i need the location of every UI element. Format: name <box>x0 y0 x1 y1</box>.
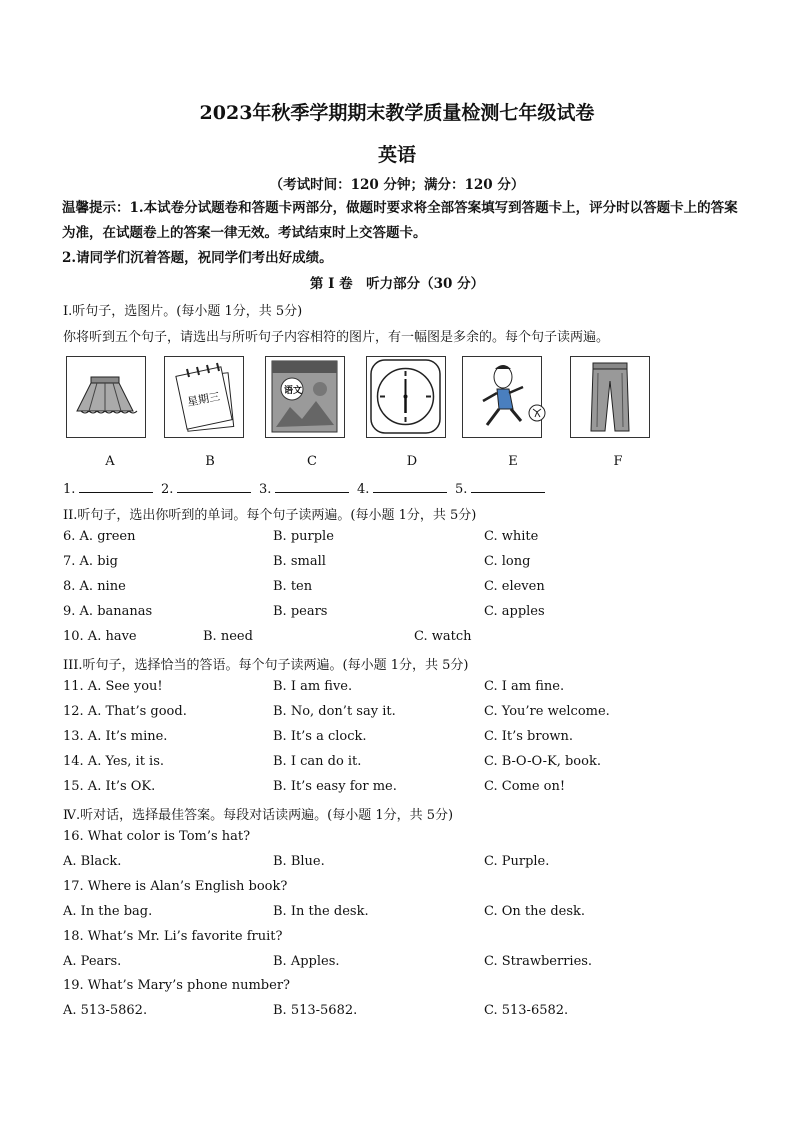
q15-option-c: C. Come on! <box>484 779 566 794</box>
tip-1: 温馨提示：1.本试卷分试题卷和答题卡两部分，做题时要求将全部答案填写到答题卡上，评分时以答题卡上的答案为准，在试题卷上的答案一律无效。考试结束时上交答题卡。 <box>62 200 738 241</box>
clock-icon <box>366 356 446 438</box>
q13-option-a: 13. A. It’s mine. <box>63 729 168 744</box>
q13-option-c: C. It’s brown. <box>484 729 574 744</box>
q16-option-c: C. Purple. <box>484 854 550 869</box>
q14-option-a: 14. A. Yes, it is. <box>63 754 165 769</box>
q16-option-b: B. Blue. <box>273 854 325 869</box>
q16-question: 16. What color is Tom’s hat? <box>63 829 251 844</box>
q12-option-b: B. No, don’t say it. <box>273 704 396 719</box>
q10-option-c: C. watch <box>414 629 472 644</box>
skirt-icon <box>66 356 146 438</box>
part1-heading: I.听句子，选图片。(每小题 1分，共 5分) <box>63 304 303 319</box>
q6-option-c: C. white <box>484 529 539 544</box>
answer-blank-2[interactable]: 2. <box>161 480 251 497</box>
q11-option-c: C. I am fine. <box>484 679 565 694</box>
exam-title: 2023年秋季学期期末教学质量检测七年级试卷 <box>199 102 595 124</box>
picture-label-d: D <box>406 454 418 469</box>
q8-option-c: C. eleven <box>484 579 545 594</box>
q17-option-c: C. On the desk. <box>484 904 586 919</box>
q6-option-b: B. purple <box>273 529 334 544</box>
q18-option-c: C. Strawberries. <box>484 954 593 969</box>
answer-blank-5[interactable]: 5. <box>455 480 545 497</box>
calendar-icon <box>164 356 244 438</box>
answer-blank-4[interactable]: 4. <box>357 480 447 497</box>
q9-option-b: B. pears <box>273 604 328 619</box>
q17-question: 17. Where is Alan’s English book? <box>63 879 288 894</box>
q13-option-b: B. It’s a clock. <box>273 729 367 744</box>
q14-option-c: C. B-O-O-K, book. <box>484 754 601 769</box>
part4-heading: Ⅳ.听对话，选择最佳答案。每段对话读两遍。(每小题 1分，共 5分) <box>63 808 454 823</box>
q8-option-b: B. ten <box>273 579 313 594</box>
q15-option-b: B. It’s easy for me. <box>273 779 397 794</box>
part1-instruction: 你将听到五个句子，请选出与所听句子内容相符的图片，有一幅图是多余的。每个句子读两遍。 <box>63 330 610 345</box>
q10-option-a: 10. A. have <box>63 629 137 644</box>
q19-option-a: A. 513-5862. <box>63 1003 148 1018</box>
q18-option-b: B. Apples. <box>273 954 340 969</box>
q7-option-b: B. small <box>273 554 326 569</box>
tip-2: 2.请同学们沉着答题，祝同学们考出好成绩。 <box>62 250 333 266</box>
picture-label-e: E <box>508 454 518 469</box>
q6-option-a: 6. A. green <box>63 529 136 544</box>
part2-heading: II.听句子，选出你听到的单词。每个句子读两遍。(每小题 1分，共 5分) <box>63 508 477 523</box>
subject-title: 英语 <box>377 144 416 166</box>
picture-label-b: B <box>205 454 215 469</box>
q17-option-a: A. In the bag. <box>63 904 153 919</box>
q19-question: 19. What’s Mary’s phone number? <box>63 978 290 993</box>
q17-option-b: B. In the desk. <box>273 904 369 919</box>
pants-icon <box>570 356 650 438</box>
q8-option-a: 8. A. nine <box>63 579 126 594</box>
q19-option-c: C. 513-6582. <box>484 1003 569 1018</box>
q10-option-b: B. need <box>203 629 253 644</box>
part3-heading: III.听句子，选择恰当的答语。每个句子读两遍。(每小题 1分，共 5分) <box>63 658 469 673</box>
q11-option-a: 11. A. See you! <box>63 679 163 694</box>
q12-option-a: 12. A. That’s good. <box>63 704 187 719</box>
q7-option-a: 7. A. big <box>63 554 118 569</box>
picture-label-a: A <box>105 454 115 469</box>
q18-question: 18. What’s Mr. Li’s favorite fruit? <box>63 929 283 944</box>
q9-option-a: 9. A. bananas <box>63 604 153 619</box>
q16-option-a: A. Black. <box>63 854 122 869</box>
q12-option-c: C. You’re welcome. <box>484 704 610 719</box>
q18-option-a: A. Pears. <box>63 954 122 969</box>
answer-blank-1[interactable]: 1. <box>63 480 153 497</box>
q14-option-b: B. I can do it. <box>273 754 362 769</box>
q7-option-c: C. long <box>484 554 531 569</box>
q19-option-b: B. 513-5682. <box>273 1003 358 1018</box>
picture-label-c: C <box>307 454 317 469</box>
q11-option-b: B. I am five. <box>273 679 353 694</box>
q9-option-c: C. apples <box>484 604 545 619</box>
soccer-player-icon <box>462 356 542 438</box>
book-text: 语文 <box>284 386 303 396</box>
picture-label-f: F <box>613 454 623 469</box>
time-info: （考试时间：120 分钟；满分：120 分） <box>269 177 525 193</box>
q15-option-a: 15. A. It’s OK. <box>63 779 156 794</box>
section-title: 第 Ⅰ 卷 听力部分（30 分） <box>309 276 485 292</box>
calendar-text: 星期三 <box>186 390 221 409</box>
book-icon <box>265 356 345 438</box>
answer-blank-3[interactable]: 3. <box>259 480 349 497</box>
